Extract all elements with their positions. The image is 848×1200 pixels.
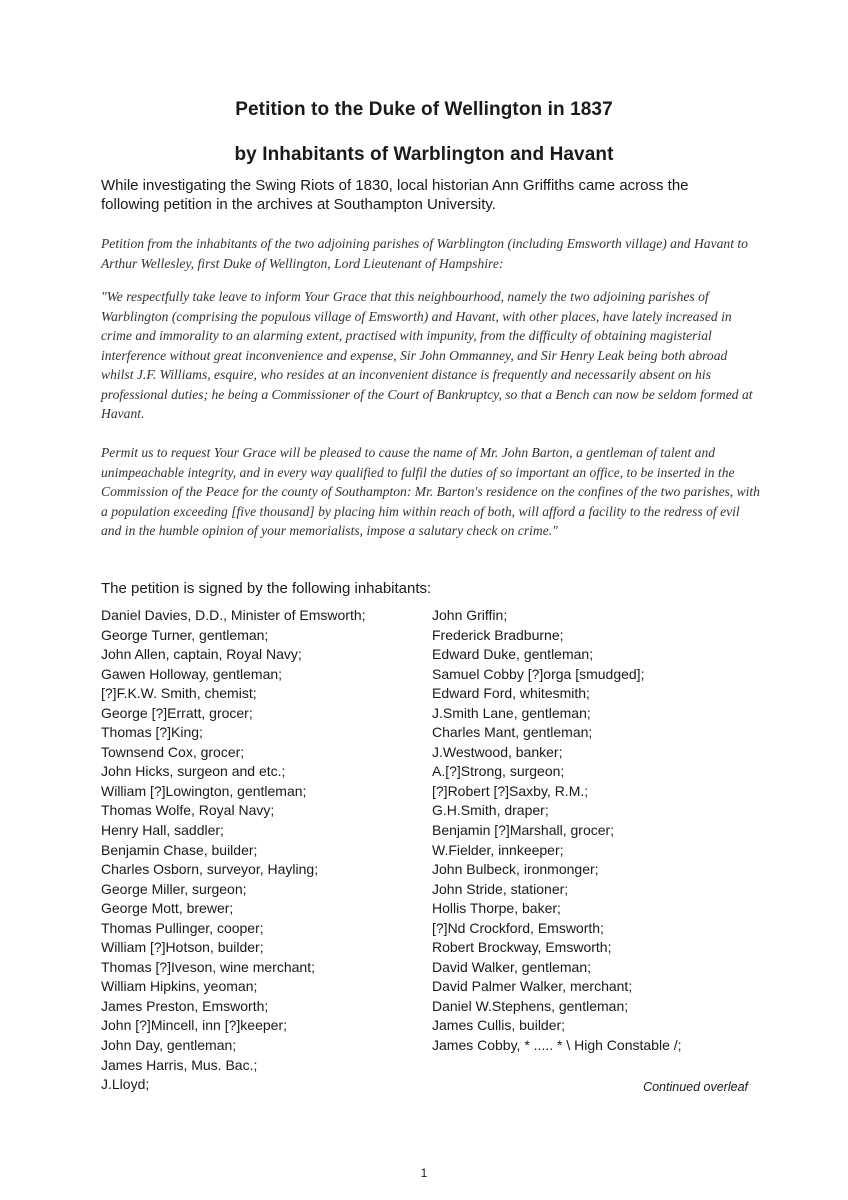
signatory-entry: David Walker, gentleman; [432, 958, 591, 975]
signatory-entry: John Bulbeck, ironmonger; [432, 861, 599, 878]
signatory-entry: Gawen Holloway, gentleman; [101, 665, 283, 682]
signatory-entry: James Cullis, builder; [432, 1017, 566, 1034]
signatory-entry: George Miller, surgeon; [101, 880, 247, 897]
signatory-entry: Edward Ford, whitesmith; [432, 685, 590, 702]
signatory-entry: Daniel Davies, D.D., Minister of Emsworth; [101, 607, 366, 623]
signatories-list-right [432, 606, 762, 1056]
signatory-entry: Thomas Wolfe, Royal Navy; [101, 802, 275, 819]
signatory-entry: Thomas [?]Iveson, wine merchant; [101, 958, 315, 975]
petition-paragraph-2: Permit us to request Your Grace will be pleased to cause the name of Mr. John Barton, a gentleman of talent and unimpeachable integrity, and in every way qualified to fulfil the duties of so important an office, to be inserted in the Commission of the Peace for the county of Southampton: Mr. Barton's residence on the confines of the two parishes, with a population exceeding [five thousand] by placing him within reach of both, will afford a facility to the redress of evil and in the humble opinion of your memorialists, impose a salutary check on crime." [101, 445, 760, 538]
signatory-entry: William Hipkins, yeoman; [101, 978, 258, 995]
petition-heading: Petition from the inhabitants of the two adjoining parishes of Warblington (including Emsworth village) and Havant to Arthur Wellesley, first Duke of Wellington, Lord Lieutenant of Hampshire: [101, 236, 748, 271]
signatory-entry: Charles Osborn, surveyor, Hayling; [101, 861, 319, 878]
signatory-entry: A.[?]Strong, surgeon; [432, 763, 565, 780]
signatory-entry: Charles Mant, gentleman; [432, 724, 593, 741]
signatory-entry: J.Smith Lane, gentleman; [432, 704, 591, 721]
signatory-entry: [?]Robert [?]Saxby, R.M.; [432, 782, 589, 799]
signatory-entry: David Palmer Walker, merchant; [432, 978, 633, 995]
signatory-entry: John Griffin; [432, 607, 508, 623]
signatory-entry: Thomas Pullinger, cooper; [101, 919, 264, 936]
signatory-entry: George Mott, brewer; [101, 900, 234, 917]
signatory-entry: J.Lloyd; [101, 1076, 150, 1093]
signatory-entry: James Preston, Emsworth; [101, 997, 269, 1014]
signatory-entry: George Turner, gentleman; [101, 626, 269, 643]
signatory-entry: John [?]Mincell, inn [?]keeper; [101, 1017, 287, 1034]
signatory-entry: William [?]Hotson, builder; [101, 939, 264, 956]
signatory-entry: Robert Brockway, Emsworth; [432, 939, 612, 956]
signatory-entry: James Cobby, * ..... * \ High Constable /; [432, 1037, 682, 1054]
signatories-heading: The petition is signed by the following inhabitants: [101, 580, 432, 597]
signatory-entry: Thomas [?]King; [101, 724, 203, 741]
signatory-entry: Hollis Thorpe, baker; [432, 900, 561, 917]
continued-note: Continued overleaf [643, 1080, 748, 1094]
document-title: Petition to the Duke of Wellington in 1837 [235, 99, 613, 120]
signatory-entry: Edward Duke, gentleman; [432, 646, 594, 663]
signatory-entry: Daniel W.Stephens, gentleman; [432, 997, 629, 1014]
signatory-entry: John Stride, stationer; [432, 880, 569, 897]
signatory-entry: G.H.Smith, draper; [432, 802, 549, 819]
signatory-entry: Benjamin Chase, builder; [101, 841, 258, 858]
intro-paragraph: While investigating the Swing Riots of 1830, local historian Ann Griffiths came across the following petition in the archives at Southampton University. [101, 177, 689, 213]
page-number: 1 [420, 1166, 428, 1180]
signatory-entry: Townsend Cox, grocer; [101, 743, 245, 760]
signatory-entry: John Allen, captain, Royal Navy; [101, 646, 302, 663]
signatory-entry: J.Westwood, banker; [432, 743, 563, 760]
signatory-entry: Frederick Bradburne; [432, 626, 564, 643]
signatory-entry: William [?]Lowington, gentleman; [101, 782, 307, 799]
petition-paragraph-1: "We respectfully take leave to inform Your Grace that this neighbourhood, namely the two adjoining parishes of Warblington (comprising the populous village of Emsworth) and Havant, with other places, have lately increased in crime and immorality to an alarming extent, practised with impunity, from the difficulty of obtaining magisterial interference without great inconvenience and expense, Sir John Ommanney, and Sir Henry Leak being both abroad whilst J.F. Williams, esquire, who resides at an inconvenient distance is frequently and necessarily absent on his professional duties; he being a Commissioner of the Court of Bankruptcy, so that a Bench can now be seldom formed at Havant. [101, 289, 753, 421]
signatory-entry: John Hicks, surgeon and etc.; [101, 763, 286, 780]
signatories-list-left [101, 606, 421, 1095]
signatory-entry: John Day, gentleman; [101, 1037, 237, 1054]
signatory-entry: Benjamin [?]Marshall, grocer; [432, 822, 615, 839]
document-subtitle: by Inhabitants of Warblington and Havant [234, 144, 614, 165]
signatory-entry: [?]F.K.W. Smith, chemist; [101, 685, 257, 702]
signatory-entry: James Harris, Mus. Bac.; [101, 1056, 258, 1073]
signatory-entry: [?]Nd Crockford, Emsworth; [432, 919, 604, 936]
signatory-entry: Samuel Cobby [?]orga [smudged]; [432, 665, 645, 682]
signatory-entry: W.Fielder, innkeeper; [432, 841, 564, 858]
signatory-entry: Henry Hall, saddler; [101, 822, 224, 839]
signatory-entry: George [?]Erratt, grocer; [101, 704, 253, 721]
